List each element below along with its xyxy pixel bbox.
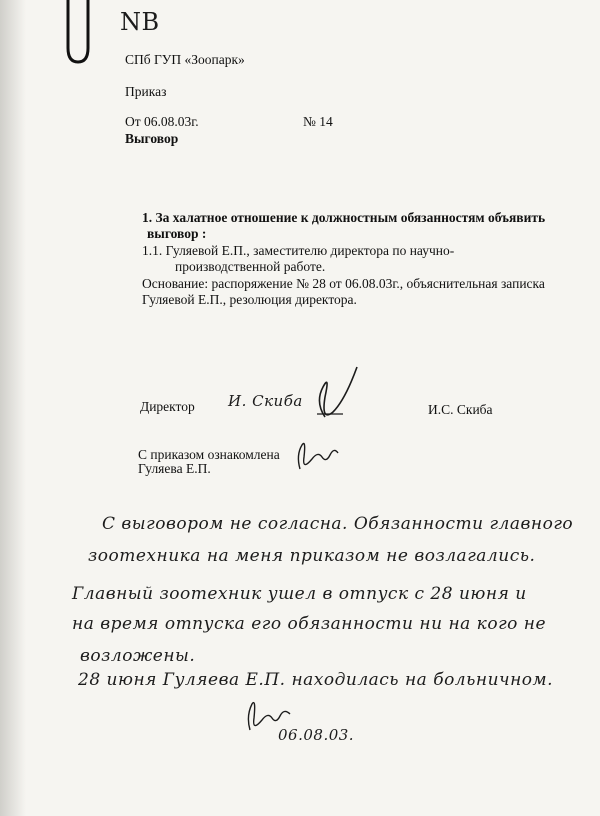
acknowledgement-line-1: С приказом ознакомлена — [138, 447, 280, 462]
binder-clip-mark — [58, 0, 98, 70]
order-subject: Выговор — [125, 131, 179, 146]
handwritten-date: 06.08.03. — [278, 726, 355, 744]
director-signature-flourish — [295, 362, 375, 432]
order-date: От 06.08.03г. — [125, 114, 199, 129]
handwritten-line-2: зоотехника на меня приказом не возлагались. — [88, 546, 536, 566]
basis-line-1: Основание: распоряжение № 28 от 06.08.03г., объяснительная записка — [142, 276, 545, 291]
item-1-1-line-2: производственной работе. — [175, 259, 326, 274]
handwritten-line-5: возложены. — [80, 646, 196, 666]
acknowledgement-line-2: Гуляева Е.П. — [138, 461, 211, 476]
director-name: И.С. Скиба — [428, 402, 493, 417]
handwritten-line-6: 28 июня Гуляева Е.П. находилась на больничном. — [78, 670, 554, 690]
item-1-1-line-1: 1.1. Гуляевой Е.П., заместителю директора по научно- — [142, 243, 455, 258]
basis-line-2: Гуляевой Е.П., резолюция директора. — [142, 292, 357, 307]
item-1-line-1: 1. За халатное отношение к должностным обязанностям объявить — [142, 210, 546, 225]
header-note: NB — [120, 8, 160, 36]
order-number: № 14 — [303, 114, 333, 129]
organization-name: СПб ГУП «Зоопарк» — [125, 52, 245, 67]
director-signature-text: И. Скиба — [228, 392, 303, 410]
director-label: Директор — [140, 399, 195, 414]
handwritten-line-4: на время отпуска его обязанности ни на кого не — [72, 614, 547, 634]
handwritten-line-3: Главный зоотехник ушел в отпуск с 28 июня и — [72, 584, 527, 604]
document-type: Приказ — [125, 84, 167, 99]
handwritten-line-1: С выговором не согласна. Обязанности главного — [102, 514, 574, 534]
item-1-line-2: выговор : — [147, 226, 207, 241]
acknowledgement-signature — [292, 435, 344, 477]
